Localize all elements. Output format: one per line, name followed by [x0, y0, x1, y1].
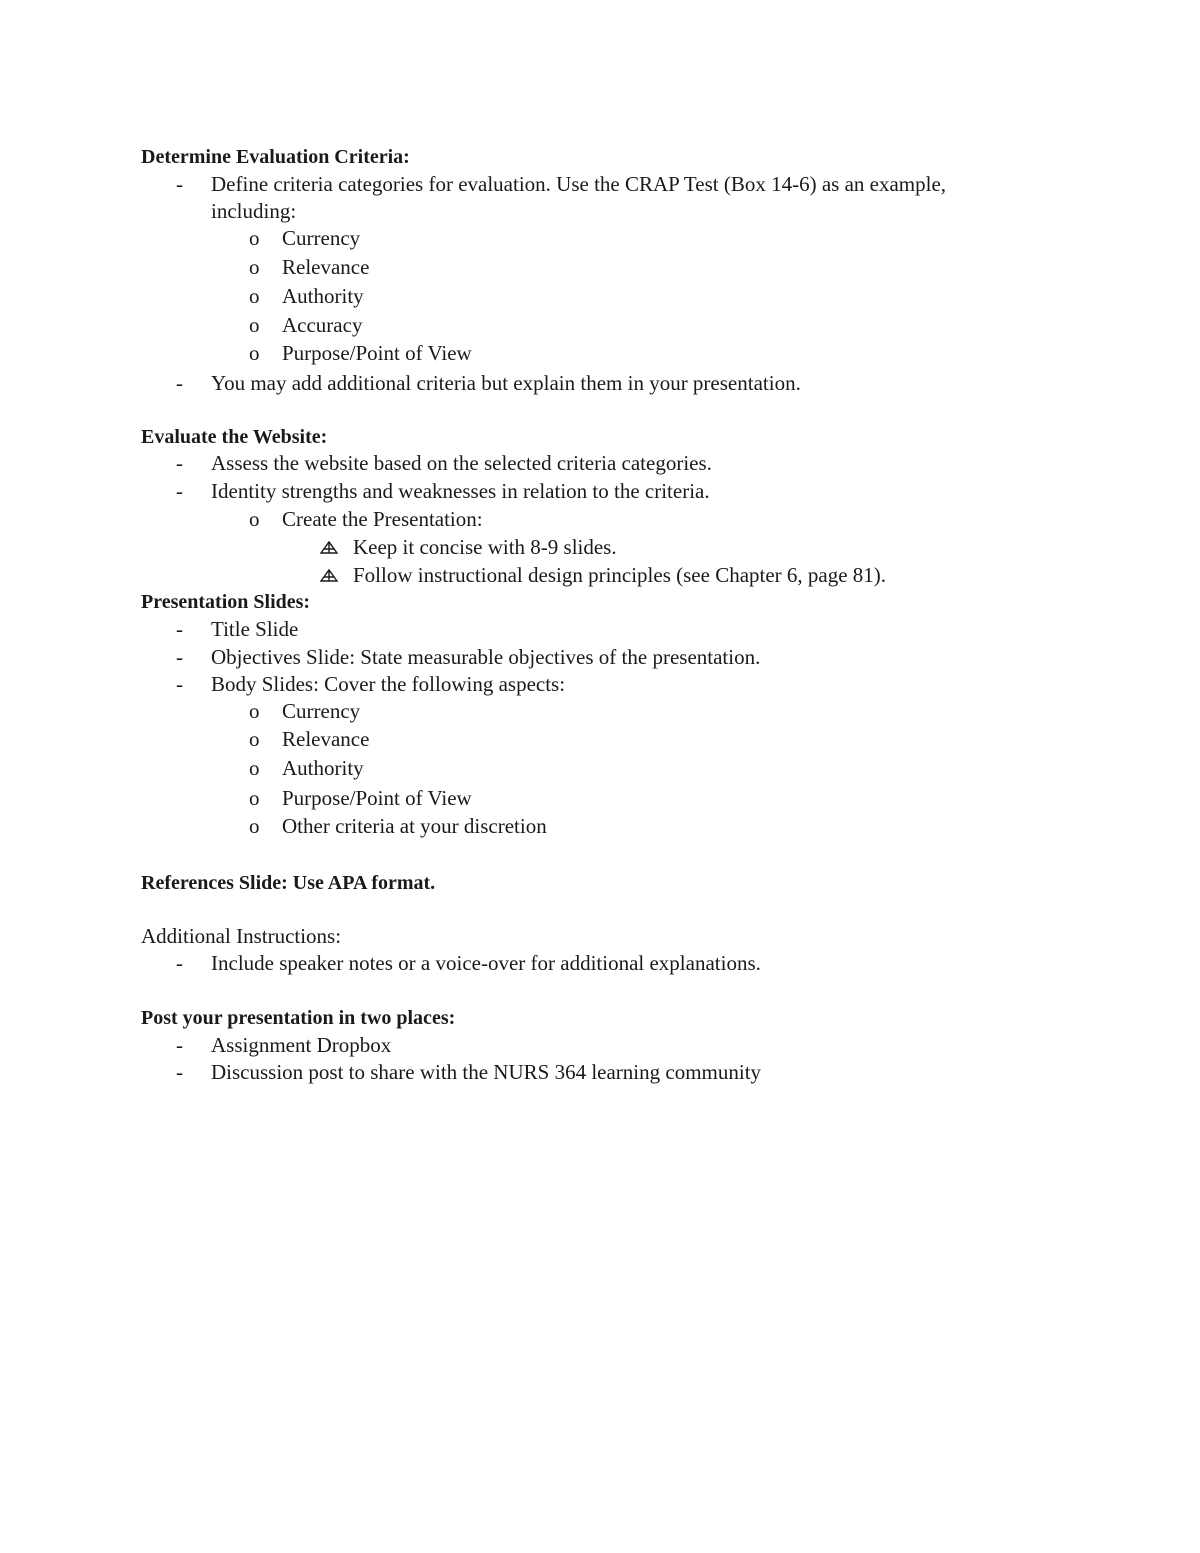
circle-bullet: o [249, 255, 260, 279]
list-item: You may add additional criteria but explain them in your presentation. [211, 371, 801, 395]
circle-bullet: o [249, 226, 260, 250]
sub-list-item: Authority [282, 756, 364, 780]
dash-bullet: - [176, 645, 183, 669]
sub-list-item: Relevance [282, 727, 370, 751]
list-item: Include speaker notes or a voice-over for additional explanations. [211, 951, 761, 975]
sub-list-item: Currency [282, 226, 361, 250]
dash-bullet: - [176, 371, 183, 395]
dash-bullet: - [176, 1033, 183, 1057]
section-heading-evaluate: Evaluate the Website: [141, 426, 328, 448]
section-heading-additional: Additional Instructions: [141, 924, 342, 948]
circle-bullet: o [249, 284, 260, 308]
sub-list-item: Other criteria at your discretion [282, 814, 547, 838]
dash-bullet: - [176, 672, 183, 696]
circle-bullet: o [249, 699, 260, 723]
circle-bullet: o [249, 814, 260, 838]
dash-bullet: - [176, 172, 183, 196]
dash-bullet: - [176, 617, 183, 641]
list-item: Define criteria categories for evaluation. Use the CRAP Test (Box 14-6) as an example, [211, 172, 947, 196]
sub-list-item: Purpose/Point of View [282, 341, 472, 365]
sub-list-item: Currency [282, 699, 361, 723]
circle-bullet: o [249, 507, 260, 531]
dash-bullet: - [176, 479, 183, 503]
section-heading-post: Post your presentation in two places: [141, 1007, 456, 1029]
circle-bullet: o [249, 756, 260, 780]
section-heading-criteria: Determine Evaluation Criteria: [141, 146, 410, 168]
list-item: Assignment Dropbox [211, 1033, 392, 1057]
section-heading-references: References Slide: Use APA format. [141, 872, 436, 894]
section-heading-slides: Presentation Slides: [141, 591, 311, 613]
circle-bullet: o [249, 786, 260, 810]
wingding-bullet-icon [319, 568, 339, 582]
sub-sub-list-item: Keep it concise with 8-9 slides. [353, 535, 617, 559]
wingding-bullet-icon [319, 540, 339, 554]
list-item: Identity strengths and weaknesses in relation to the criteria. [211, 479, 710, 503]
circle-bullet: o [249, 313, 260, 337]
list-item-continuation: including: [211, 199, 297, 223]
dash-bullet: - [176, 951, 183, 975]
list-item: Body Slides: Cover the following aspects: [211, 672, 566, 696]
sub-sub-list-item: Follow instructional design principles (see Chapter 6, page 81). [353, 563, 887, 587]
dash-bullet: - [176, 451, 183, 475]
sub-list-item: Authority [282, 284, 364, 308]
sub-list-item: Relevance [282, 255, 370, 279]
circle-bullet: o [249, 727, 260, 751]
sub-list-item: Create the Presentation: [282, 507, 483, 531]
dash-bullet: - [176, 1060, 183, 1084]
sub-list-item: Accuracy [282, 313, 363, 337]
circle-bullet: o [249, 341, 260, 365]
list-item: Discussion post to share with the NURS 364 learning community [211, 1060, 762, 1084]
list-item: Objectives Slide: State measurable objectives of the presentation. [211, 645, 761, 669]
list-item: Title Slide [211, 617, 299, 641]
list-item: Assess the website based on the selected criteria categories. [211, 451, 712, 475]
sub-list-item: Purpose/Point of View [282, 786, 472, 810]
